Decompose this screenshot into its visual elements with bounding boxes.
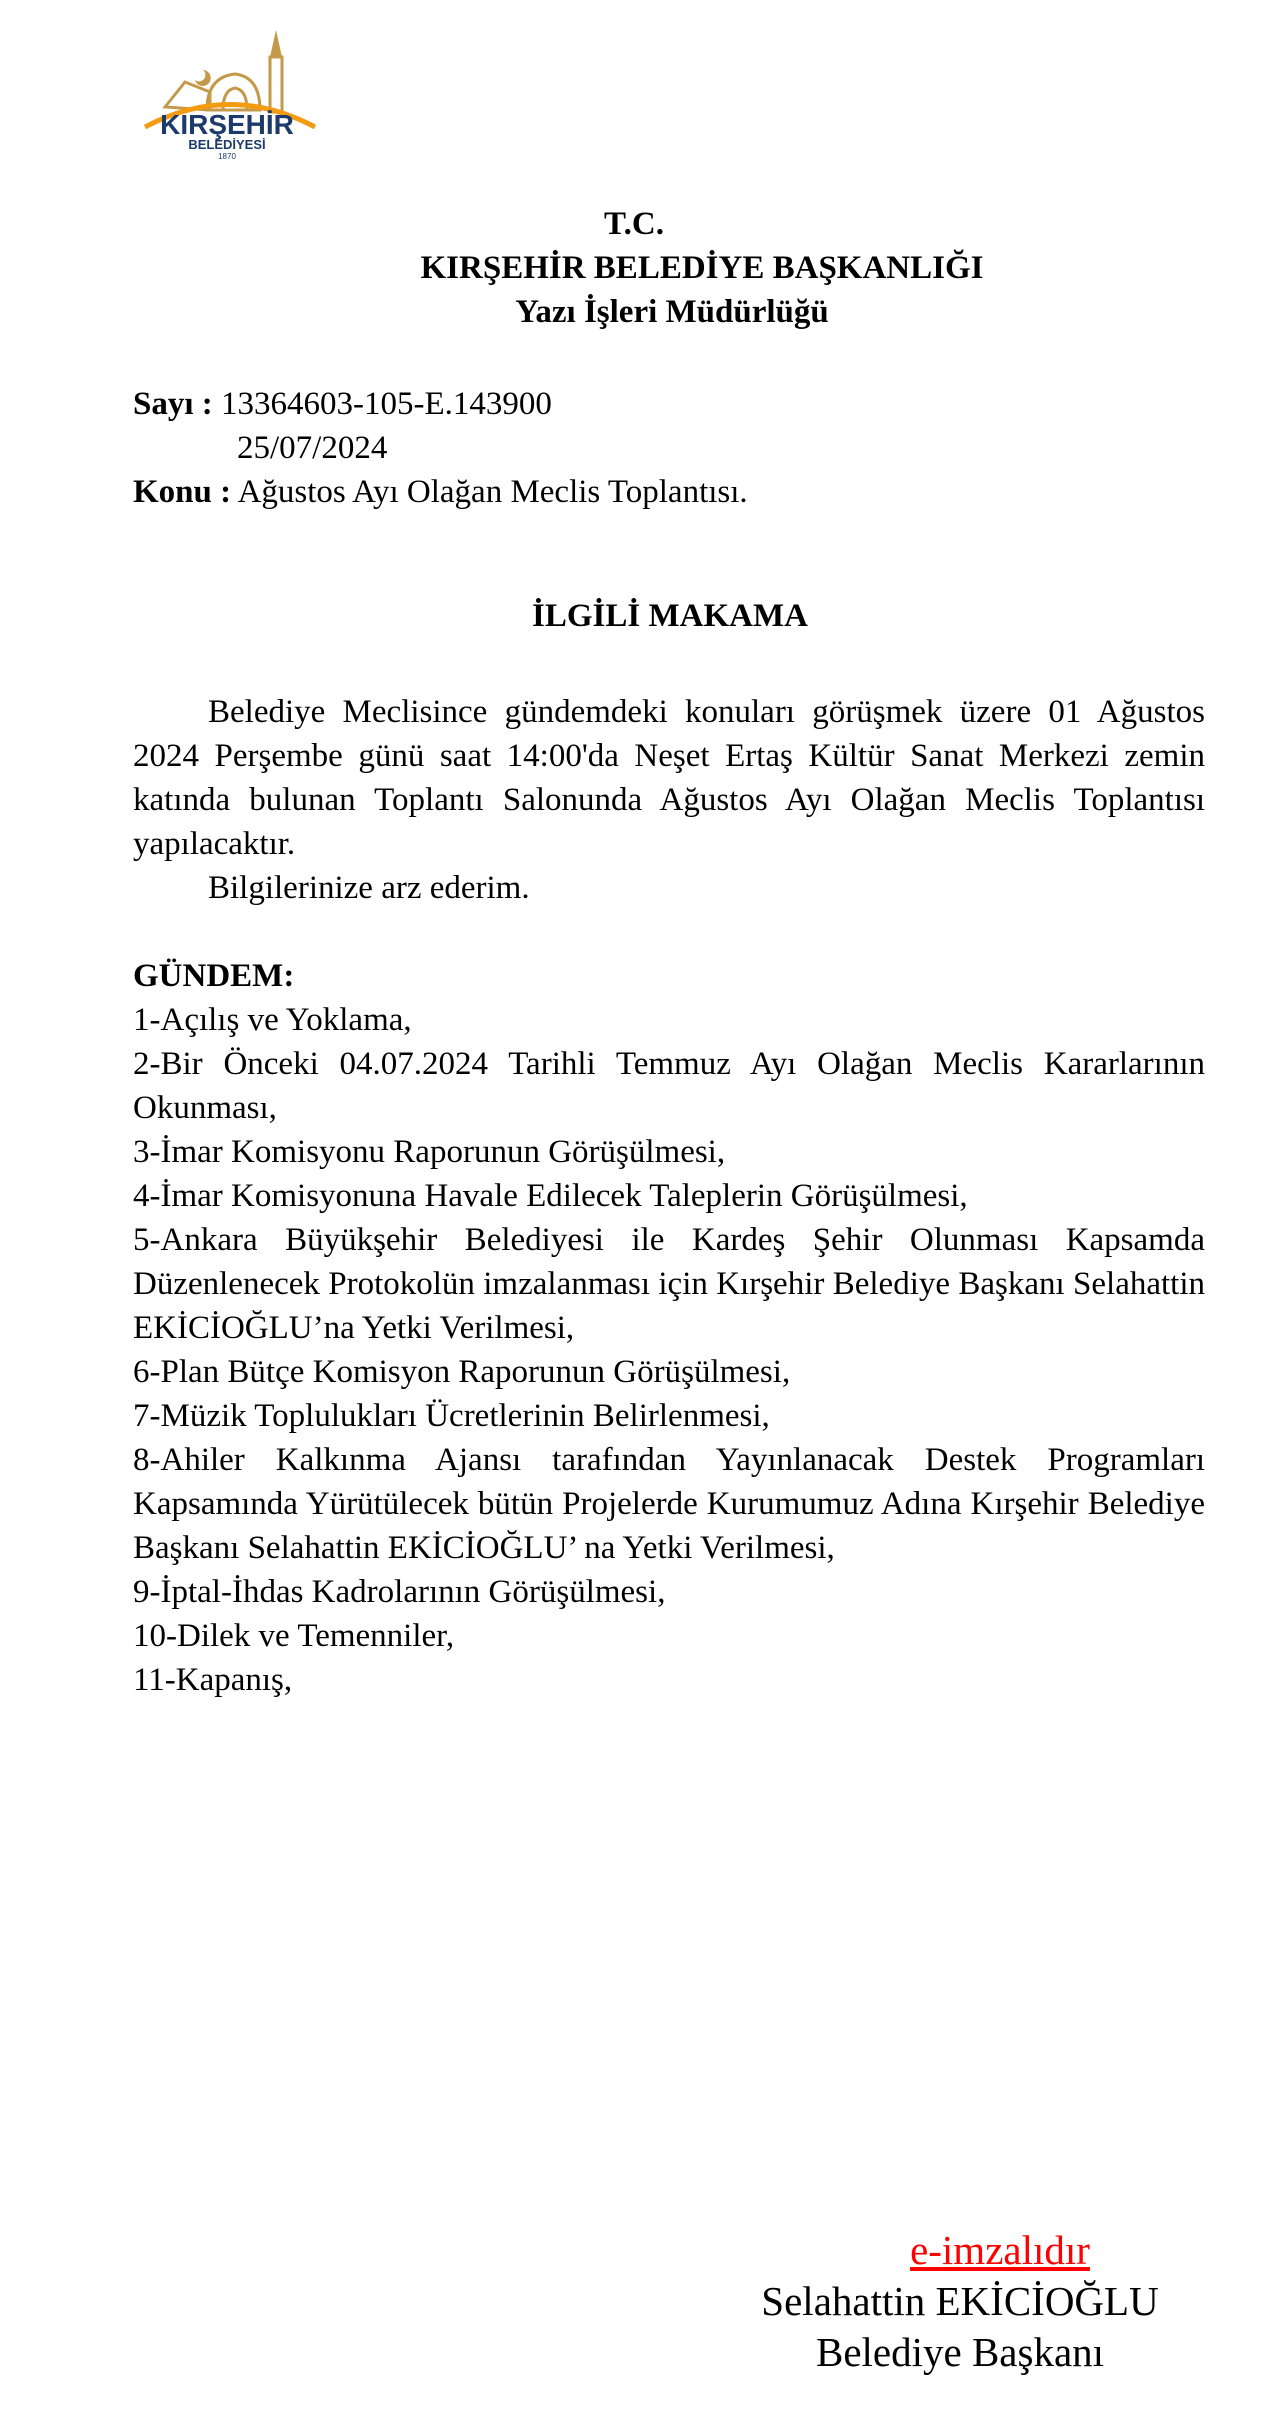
header-institution: KIRŞEHİR BELEDİYE BAŞKANLIĞI xyxy=(420,250,984,286)
agenda-item: 6-Plan Bütçe Komisyon Raporunun Görüşülmesi, xyxy=(133,1354,791,1390)
signatory-name: Selahattin EKİCİOĞLU xyxy=(761,2278,1159,2324)
konu-value: Ağustos Ayı Olağan Meclis Toplantısı. xyxy=(237,474,748,510)
body-paragraph: Belediye Meclisince gündemdeki konuları görüşmek üzere 01 Ağustos 2024 Perşembe günü saat 14:00'da Neşet Ertaş Kültür Sanat Merkezi zemin katında bulunan Toplantı Salonunda Ağustos Ayı Olağan Meclis Toplantısı yapılacaktır. xyxy=(133,694,1205,862)
sayi-row xyxy=(133,382,552,426)
agenda-item: 7-Müzik Toplulukları Ücretlerinin Belirlenmesi, xyxy=(133,1398,770,1434)
agenda-item: 11-Kapanış, xyxy=(133,1662,293,1698)
body-closing: Bilgilerinize arz ederim. xyxy=(208,870,530,906)
document-date: 25/07/2024 xyxy=(237,430,388,466)
konu-label: Konu : xyxy=(133,474,232,510)
kirsehir-logo xyxy=(135,22,320,162)
e-signature-link[interactable]: e-imzalıdır xyxy=(910,2227,1090,2273)
addressee: İLGİLİ MAKAMA xyxy=(532,598,808,634)
agenda-item: 9-İptal-İhdas Kadrolarının Görüşülmesi, xyxy=(133,1574,666,1610)
agenda-item: 4-İmar Komisyonuna Havale Edilecek Taleplerin Görüşülmesi, xyxy=(133,1178,968,1214)
logo-emblem-icon xyxy=(135,22,320,162)
sayi-value: 13364603-105-E.143900 xyxy=(221,386,552,422)
agenda-item: 10-Dilek ve Temenniler, xyxy=(133,1618,455,1654)
agenda-list xyxy=(133,998,1205,1702)
sayi-label: Sayı : xyxy=(133,386,213,422)
logo-year: 1870 xyxy=(218,152,236,161)
logo-name: KIRŞEHİR xyxy=(160,109,294,140)
agenda-item: 3-İmar Komisyonu Raporunun Görüşülmesi, xyxy=(133,1134,726,1170)
agenda-item: 2-Bir Önceki 04.07.2024 Tarihli Temmuz Ayı Olağan Meclis Kararlarının Okunması, xyxy=(133,1046,1205,1126)
logo-subtitle: BELEDİYESİ xyxy=(188,137,266,152)
agenda-item: 1-Açılış ve Yoklama, xyxy=(133,1002,412,1038)
signatory-title: Belediye Başkanı xyxy=(815,2329,1105,2375)
header-department: Yazı İşleri Müdürlüğü xyxy=(515,294,829,330)
letter-body xyxy=(133,690,1205,1702)
konu-row xyxy=(133,470,748,514)
agenda-item: 5-Ankara Büyükşehir Belediyesi ile Kardeş Şehir Olunması Kapsamda Düzenlenecek Protokolün imzalanması için Kırşehir Belediye Başkanı Selahattin EKİCİOĞLU’na Yetki Verilmesi, xyxy=(133,1222,1205,1346)
agenda-title: GÜNDEM: xyxy=(133,958,295,994)
signature-block xyxy=(720,2225,1200,2378)
agenda-item: 8-Ahiler Kalkınma Ajansı tarafından Yayınlanacak Destek Programları Kapsamında Yürütülecek bütün Projelerde Kurumumuz Adına Kırşehir Belediye Başkanı Selahattin EKİCİOĞLU’ na Yetki Verilmesi, xyxy=(133,1442,1205,1566)
header-tc: T.C. xyxy=(604,206,664,242)
